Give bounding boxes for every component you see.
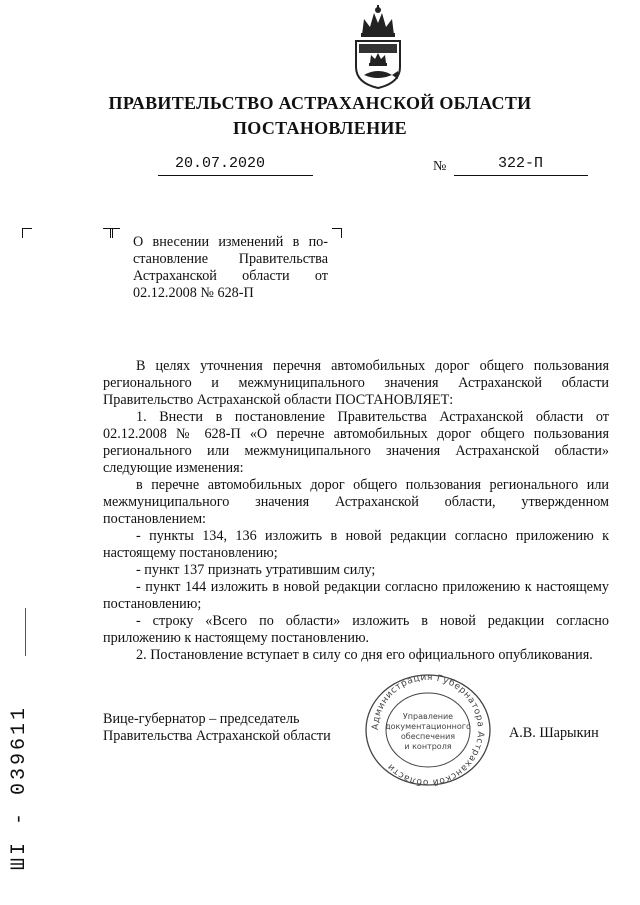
signatory-name: А.В. Шарыкин bbox=[509, 725, 599, 741]
government-title: ПРАВИТЕЛЬСТВО АСТРАХАНСКОЙ ОБЛАСТИ bbox=[108, 93, 532, 113]
subject-corner-mark-right bbox=[332, 228, 342, 238]
signatory-position-line-1: Вице-губернатор – председатель bbox=[103, 711, 300, 727]
item-2-paragraph: 2. Постановление вступает в силу со дня его официального опубликования. bbox=[136, 647, 593, 663]
subject-line-1: О внесении изменений в по- bbox=[133, 234, 328, 250]
stamp-center-line-1: Управление bbox=[402, 712, 454, 721]
bullet-4-paragraph: - строку «Всего по области» изложить в новой редакции согласно приложению к настоящему постановлению. bbox=[103, 613, 609, 646]
number-sign: № bbox=[433, 159, 447, 174]
bullet-3-paragraph: - пункт 144 изложить в новой редакции согласно приложению к настоящему постановлению; bbox=[103, 579, 609, 612]
stamp-ring-text: Администрация Губернатора Астраханской области bbox=[370, 672, 486, 788]
item-1-sub-paragraph: в перечне автомобильных дорог общего пользования регионального или межмуниципального значения Астраханской области, утвержденном постановлением: bbox=[103, 477, 609, 527]
document-date: 20.07.2020 bbox=[175, 155, 266, 172]
official-stamp-icon bbox=[358, 670, 498, 790]
stamp-center-line-2: документационного bbox=[385, 722, 471, 731]
subject-corner-mark-left-b bbox=[110, 228, 120, 238]
date-underline bbox=[158, 175, 313, 176]
document-subject bbox=[133, 234, 328, 302]
document-serial-code: ШI - 039611 bbox=[8, 704, 31, 870]
item-1-paragraph: 1. Внести в постановление Правительства Астраханской области от 02.12.2008 № 628-П «О перечне автомобильных дорог общего пользования регионального или межмуниципального значения Астраханской области» следующие изменения: bbox=[103, 409, 609, 476]
document-number: 322-П bbox=[498, 155, 544, 172]
subject-line-2: становление Правительства bbox=[133, 251, 328, 267]
document-type-title: ПОСТАНОВЛЕНИЕ bbox=[233, 118, 407, 138]
margin-mark bbox=[25, 608, 26, 656]
subject-line-4: 02.12.2008 № 628-П bbox=[133, 285, 254, 301]
left-corner-mark bbox=[22, 228, 32, 238]
number-underline bbox=[454, 175, 588, 176]
bullet-2-paragraph: - пункт 137 признать утратившим силу; bbox=[136, 562, 376, 578]
document-body bbox=[103, 358, 609, 664]
coat-of-arms-icon bbox=[348, 5, 408, 89]
subject-line-3: Астраханской области от bbox=[133, 268, 328, 284]
bullet-1-paragraph: - пункты 134, 136 изложить в новой редакции согласно приложению к настоящему постановлению; bbox=[103, 528, 609, 561]
signatory-position-line-2: Правительства Астраханской области bbox=[103, 728, 331, 744]
stamp-center-line-3: обеспечения bbox=[400, 732, 456, 741]
preamble-paragraph: В целях уточнения перечня автомобильных дорог общего пользования регионального и межмуниципального значения Астраханской области Правительство Астраханской области ПОСТАНОВЛЯЕТ: bbox=[103, 358, 609, 408]
stamp-center-line-4: и контроля bbox=[404, 742, 452, 751]
